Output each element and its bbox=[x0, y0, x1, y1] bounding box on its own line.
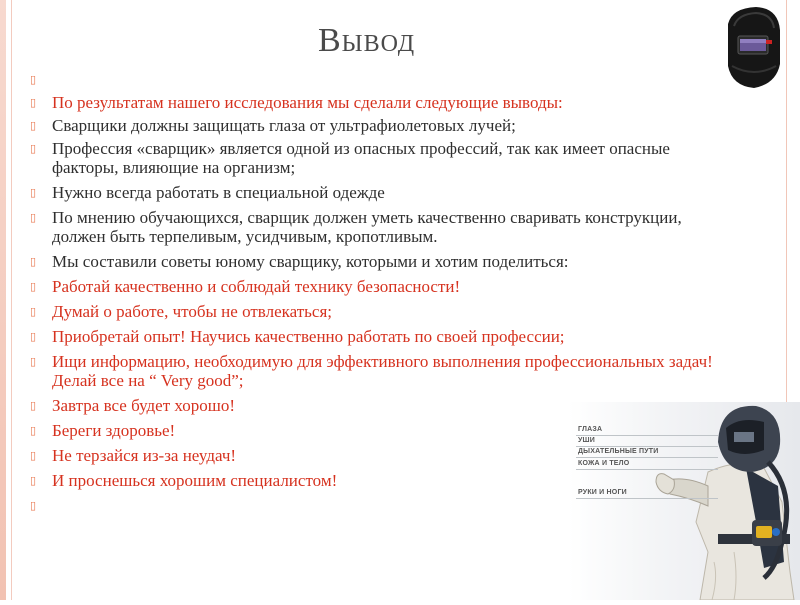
list-item-text: Ищи информацию, необходимую для эффективного выполнения профессиональных задач! Делай все на “ Very good”; bbox=[52, 352, 713, 390]
list-item-text: По мнению обучающихся, сварщик должен уметь качественно сваривать конструкции, должен быть терпеливым, усидчивым, кропотливым. bbox=[52, 208, 682, 246]
list-item bbox=[30, 208, 730, 246]
list-item bbox=[30, 352, 732, 390]
list-item bbox=[30, 327, 730, 346]
diagram-label-ears: УШИ bbox=[578, 437, 596, 444]
welder-protection-diagram bbox=[568, 402, 800, 600]
welding-helmet-image bbox=[722, 4, 784, 90]
bullet-icon bbox=[30, 446, 46, 465]
slide-title: Вывод bbox=[318, 22, 416, 59]
welder-figure bbox=[568, 402, 800, 600]
bullet-icon bbox=[30, 302, 46, 321]
bullet-icon bbox=[30, 496, 46, 515]
bullet-icon bbox=[30, 396, 46, 415]
list-item-text: Профессия «сварщик» является одной из опасных профессий, так как имеет опасные факторы, влияющие на организм; bbox=[52, 139, 670, 177]
diagram-line bbox=[576, 469, 718, 470]
list-item-text: Береги здоровье! bbox=[52, 421, 176, 440]
list-item-text: Приобретай опыт! Научись качественно работать по своей профессии; bbox=[52, 327, 565, 346]
diagram-line bbox=[576, 457, 718, 458]
diagram-label-hands-legs: РУКИ И НОГИ bbox=[578, 489, 627, 496]
list-item bbox=[30, 116, 730, 135]
list-item bbox=[30, 93, 730, 112]
bullet-icon bbox=[30, 116, 46, 135]
diagram-line bbox=[576, 435, 718, 436]
bullet-icon bbox=[30, 208, 46, 227]
bullet-icon bbox=[30, 352, 46, 371]
diagram-label-eyes: ГЛАЗА bbox=[578, 426, 603, 433]
diagram-line bbox=[576, 446, 718, 447]
list-item-text: И проснешься хорошим специалистом! bbox=[52, 471, 338, 490]
list-item-text: Нужно всегда работать в специальной одежде bbox=[52, 183, 385, 202]
list-item bbox=[30, 183, 730, 202]
bullet-icon bbox=[30, 421, 46, 440]
list-item-text: Не терзайся из-за неудач! bbox=[52, 446, 237, 465]
list-item bbox=[30, 302, 730, 321]
list-item bbox=[30, 70, 730, 89]
list-item-text: По результатам нашего исследования мы сделали следующие выводы: bbox=[52, 93, 563, 112]
diagram-line bbox=[576, 498, 718, 499]
list-item-text: Завтра все будет хорошо! bbox=[52, 396, 235, 415]
bullet-icon bbox=[30, 139, 46, 158]
list-item-text: Думай о работе, чтобы не отвлекаться; bbox=[52, 302, 332, 321]
left-accent-stripe bbox=[0, 0, 6, 600]
left-accent-line bbox=[11, 0, 12, 600]
bullet-icon bbox=[30, 277, 46, 296]
bullet-icon bbox=[30, 70, 46, 89]
list-item-text: Мы составили советы юному сварщику, которыми и хотим поделиться: bbox=[52, 252, 569, 271]
bullet-icon bbox=[30, 183, 46, 202]
list-item bbox=[30, 139, 730, 177]
bullet-icon bbox=[30, 252, 46, 271]
bullet-icon bbox=[30, 93, 46, 112]
bullet-icon bbox=[30, 327, 46, 346]
list-item bbox=[30, 277, 730, 296]
diagram-label-skin-body: КОЖА И ТЕЛО bbox=[578, 460, 630, 467]
bullet-icon bbox=[30, 471, 46, 490]
diagram-label-airways: ДЫХАТЕЛЬНЫЕ ПУТИ bbox=[578, 448, 659, 455]
list-item-text: Работай качественно и соблюдай технику безопасности! bbox=[52, 277, 461, 296]
list-item-text: Сварщики должны защищать глаза от ультрафиолетовых лучей; bbox=[52, 116, 516, 135]
list-item bbox=[30, 252, 730, 271]
